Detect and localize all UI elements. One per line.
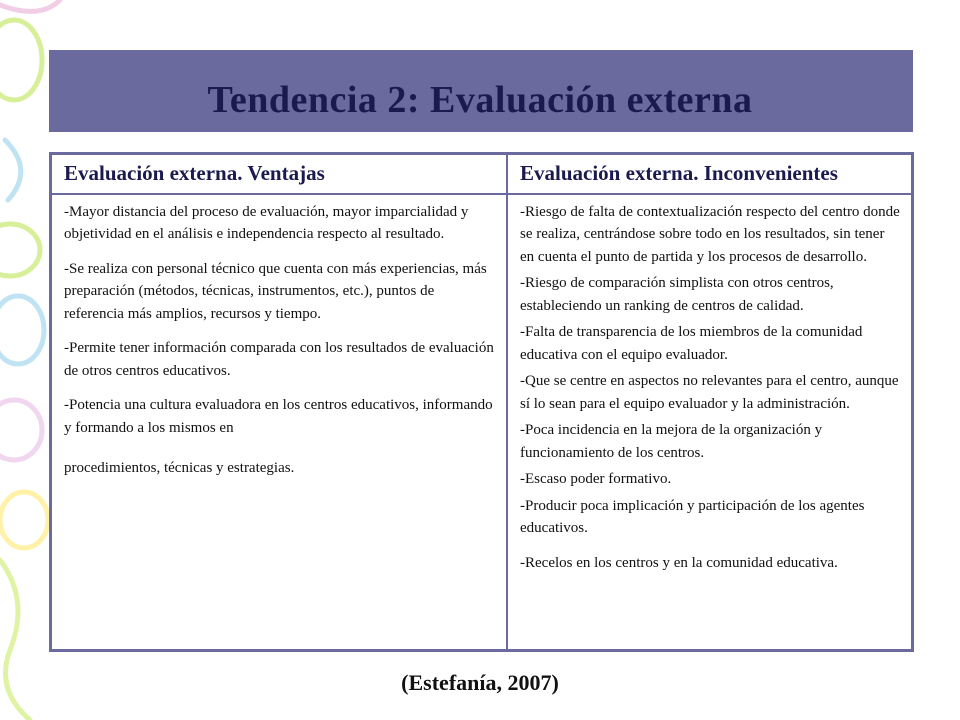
disadvantage-item: -Falta de transparencia de los miembros de la comunidad educativa con el equipo evaluador. — [520, 324, 863, 363]
disadvantage-item: -Que se centre en aspectos no relevantes para el centro, aunque sí lo sean para el equipo evaluador y la administración. — [520, 373, 899, 412]
citation: (Estefanía, 2007) — [401, 670, 559, 695]
doodle-curve-pink — [0, 0, 60, 11]
advantages-header: Evaluación externa. Ventajas — [51, 154, 508, 194]
disadvantage-item: -Poca incidencia en la mejora de la organización y funcionamiento de los centros. — [520, 422, 823, 461]
doodle-ellipse-pink — [0, 400, 42, 460]
advantage-item: -Permite tener información comparada con los resultados de evaluación de otros centros educativos. — [64, 340, 494, 379]
advantage-item: -Potencia una cultura evaluadora en los centros educativos, informando y formando a los mismos en — [64, 397, 493, 436]
disadvantages-cell — [507, 194, 913, 651]
doodle-curve-blue — [5, 140, 21, 200]
doodle-ellipse-blue — [0, 296, 44, 364]
disadvantage-item: -Escaso poder formativo. — [520, 471, 672, 487]
comparison-table — [49, 152, 914, 652]
disadvantages-header: Evaluación externa. Inconvenientes — [507, 154, 913, 194]
advantage-item: procedimientos, técnicas y estrategias. — [64, 460, 295, 476]
doodle-curve-green — [0, 560, 30, 720]
disadvantage-item: -Riesgo de falta de contextualización respecto del centro donde se realiza, centrándose sobre todo en los resultados, sin tener en cuenta el punto de partida y los procesos de desarrollo. — [520, 203, 900, 265]
disadvantage-item: -Recelos en los centros y en la comunidad educativa. — [520, 554, 838, 571]
disadvantage-item: -Producir poca implicación y participación de los agentes educativos. — [520, 497, 865, 536]
disadvantage-item: -Riesgo de comparación simplista con otros centros, estableciendo un ranking de centros de calidad. — [520, 275, 834, 314]
advantage-item: -Se realiza con personal técnico que cuenta con más experiencias, más preparación (métodos, técnicas, instrumentos, etc.), puntos de referencia más amplios, recursos y tiempo. — [64, 260, 487, 322]
doodle-ellipse-green-2 — [0, 224, 40, 276]
advantages-cell — [51, 194, 508, 651]
doodle-ellipse-yellow — [0, 492, 48, 548]
slide-title: Tendencia 2: Evaluación externa — [207, 79, 753, 121]
advantage-item: -Mayor distancia del proceso de evaluación, mayor imparcialidad y objetividad en el análisis e independencia respecto al resultado. — [64, 203, 469, 242]
